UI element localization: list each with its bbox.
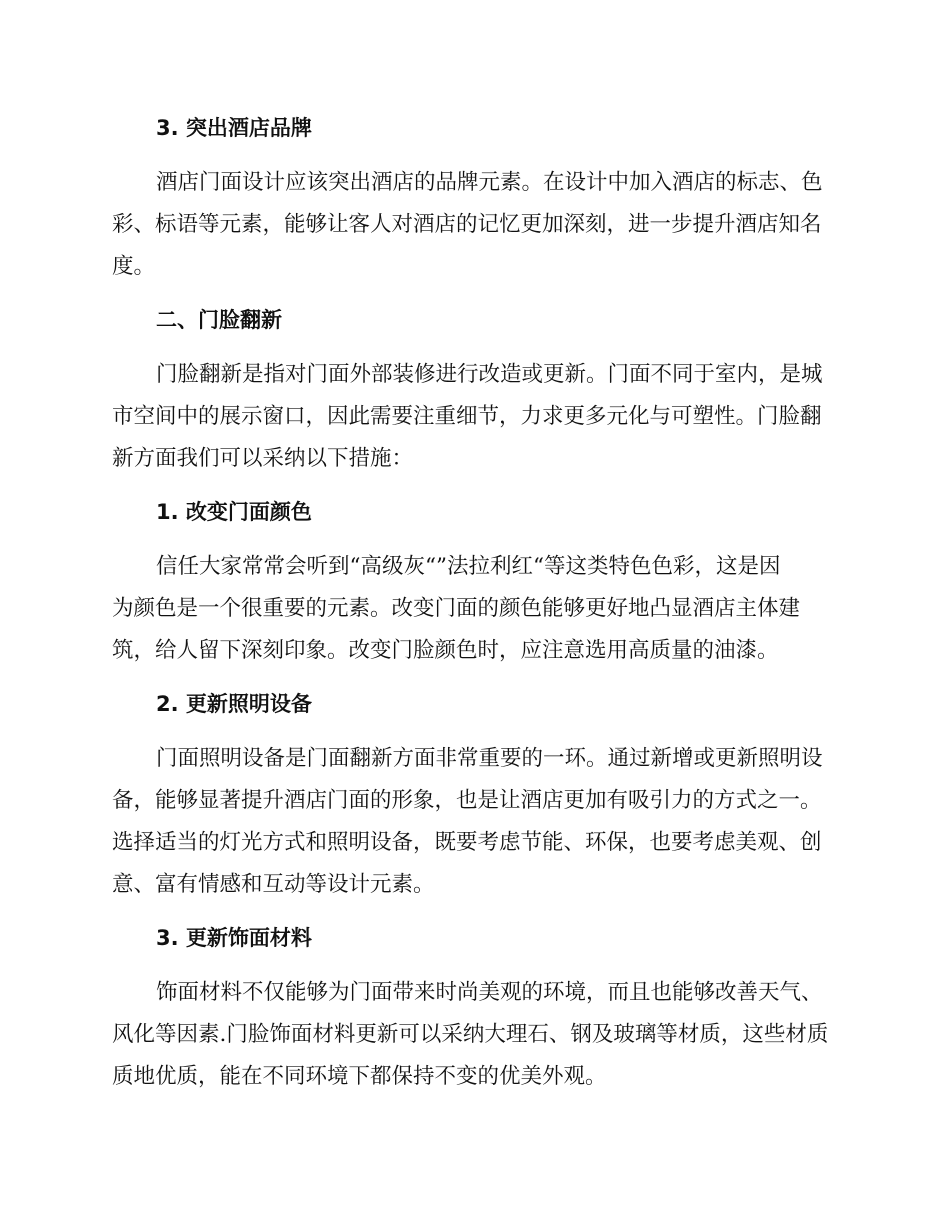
document-body xyxy=(112,108,838,1098)
section-change-color xyxy=(112,492,838,684)
paragraph xyxy=(112,354,838,480)
paragraph-line: 彩、标语等元素，能够让客人对酒店的记忆更加深刻，进一步提升酒店知名 xyxy=(112,212,822,237)
paragraph-line: 备，能够显著提升酒店门面的形象，也是让酒店更加有吸引力的方式之一。 xyxy=(112,788,822,813)
paragraph-line: 新方面我们可以采纳以下措施： xyxy=(112,446,414,471)
section-facing-materials xyxy=(112,918,838,1098)
section-facade-renovation xyxy=(112,300,838,492)
paragraph xyxy=(112,162,838,288)
paragraph-line: 门面照明设备是门面翻新方面非常重要的一环。通过新增或更新照明设 xyxy=(156,746,823,771)
paragraph-line: 为颜色是一个很重要的元素。改变门面的颜色能够更好地凸显酒店主体建 xyxy=(112,596,801,621)
paragraph-line: 门脸翻新是指对门面外部装修进行改造或更新。门面不同于室内，是城 xyxy=(156,362,823,387)
section-heading: 3. 更新饰面材料 xyxy=(156,926,312,950)
paragraph-line: 风化等因素.门脸饰面材料更新可以采纳大理石、钢及玻璃等材质，这些材质 xyxy=(112,1022,829,1047)
section-hotel-brand xyxy=(112,108,838,300)
paragraph xyxy=(112,738,838,906)
paragraph-line: 度。 xyxy=(112,254,156,279)
paragraph xyxy=(112,972,838,1098)
section-lighting xyxy=(112,684,838,918)
paragraph-line: 市空间中的展示窗口，因此需要注重细节，力求更多元化与可塑性。门脸翻 xyxy=(112,404,822,429)
paragraph-line: 酒店门面设计应该突出酒店的品牌元素。在设计中加入酒店的标志、色 xyxy=(156,170,823,195)
paragraph-line: 筑，给人留下深刻印象。改变门脸颜色时，应注意选用高质量的油漆。 xyxy=(112,638,779,663)
paragraph xyxy=(112,546,838,672)
paragraph-line: 选择适当的灯光方式和照明设备，既要考虑节能、环保，也要考虑美观、创 xyxy=(112,830,822,855)
section-heading: 2. 更新照明设备 xyxy=(156,692,312,716)
paragraph-line: 信任大家常常会听到“高级灰“”法拉利红“等这类特色色彩，这是因 xyxy=(156,554,781,579)
paragraph-line: 饰面材料不仅能够为门面带来时尚美观的环境，而且也能够改善天气、 xyxy=(156,980,823,1005)
section-heading: 二、门脸翻新 xyxy=(156,308,282,332)
paragraph-line: 质地优质，能在不同环境下都保持不变的优美外观。 xyxy=(112,1064,607,1089)
section-heading: 3. 突出酒店品牌 xyxy=(156,116,312,140)
paragraph-line: 意、富有情感和互动等设计元素。 xyxy=(112,872,435,897)
section-heading: 1. 改变门面颜色 xyxy=(156,500,312,524)
